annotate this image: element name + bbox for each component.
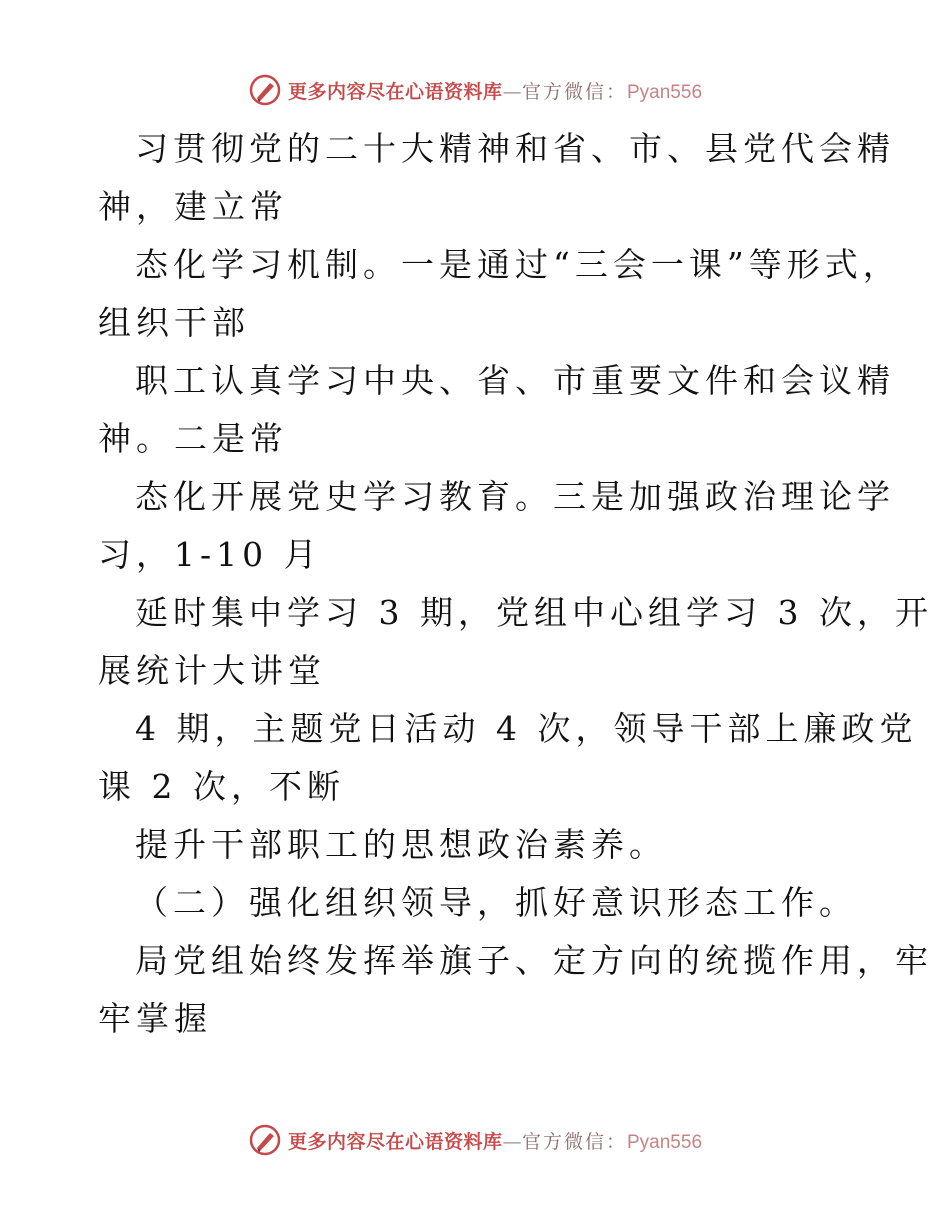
pen-logo-icon <box>248 73 282 107</box>
document-line: 态化学习机制。一是通过“三会一课”等形式， <box>135 245 901 284</box>
document-body <box>98 120 933 1048</box>
document-line: 课 2 次，不断 <box>98 767 345 806</box>
header-brand-text: 更多内容尽在心语资料库 <box>287 80 503 103</box>
document-line: （二）强化组织领导，抓好意识形态工作。 <box>135 883 857 922</box>
footer-dash: — <box>502 1130 522 1153</box>
document-line: 组织干部 <box>98 303 250 342</box>
footer-banner-text <box>288 1127 702 1154</box>
header-dash: — <box>502 80 522 103</box>
pen-logo-icon <box>248 1123 282 1157</box>
footer-wechat-label: 官方微信： <box>521 1130 627 1153</box>
document-line: 习贯彻党的二十大精神和省、市、县党代会精 <box>135 129 895 168</box>
footer-brand-text: 更多内容尽在心语资料库 <box>287 1130 503 1153</box>
header-wechat-label: 官方微信： <box>521 80 627 103</box>
document-line: 神。二是常 <box>98 419 288 458</box>
document-line: 职工认真学习中央、省、市重要文件和会议精 <box>135 361 895 400</box>
header-banner-text <box>288 77 702 104</box>
document-line: 牢掌握 <box>98 999 212 1038</box>
document-line: 局党组始终发挥举旗子、定方向的统揽作用，牢 <box>135 941 933 980</box>
document-line: 神，建立常 <box>98 187 288 226</box>
document-line: 提升干部职工的思想政治素养。 <box>135 825 667 864</box>
header-wechat-handle: Pyan556 <box>627 81 703 103</box>
document-line: 态化开展党史学习教育。三是加强政治理论学 <box>135 477 895 516</box>
document-line: 延时集中学习 3 期，党组中心组学习 3 次，开 <box>135 593 933 632</box>
header-watermark-banner <box>0 70 950 110</box>
document-line: 展统计大讲堂 <box>98 651 326 690</box>
footer-wechat-handle: Pyan556 <box>627 1131 703 1153</box>
document-line: 4 期，主题党日活动 4 次，领导干部上廉政党 <box>135 709 918 748</box>
document-line: 习，1-10 月 <box>98 535 322 574</box>
footer-watermark-banner <box>0 1120 950 1160</box>
